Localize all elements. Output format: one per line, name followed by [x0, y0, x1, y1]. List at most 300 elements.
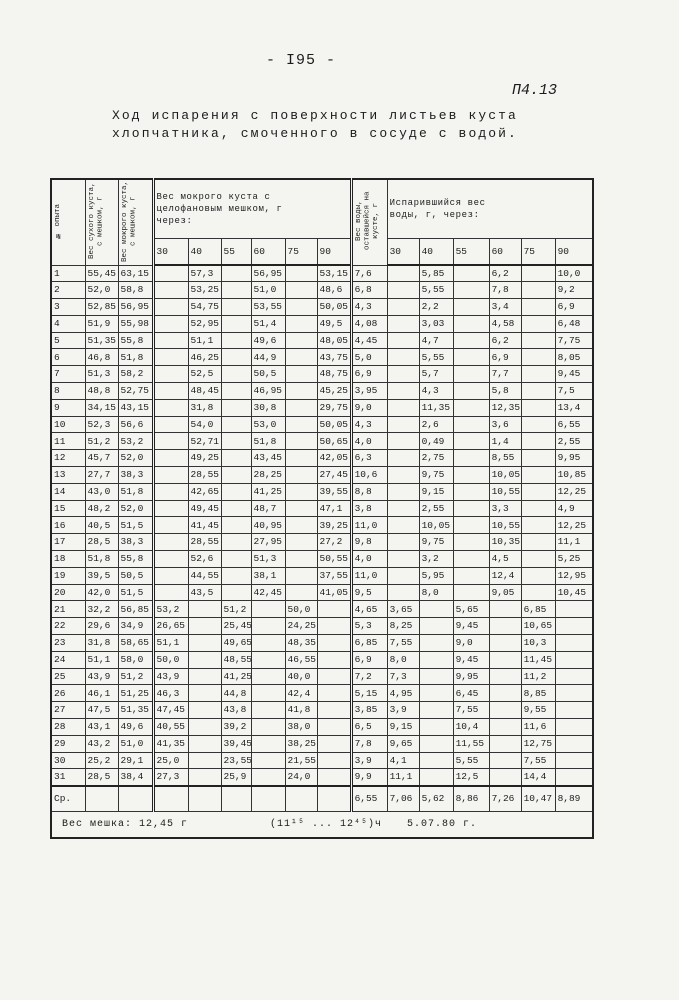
- cell-wet: 56,6: [118, 416, 153, 433]
- cell-bag-30: [153, 383, 188, 400]
- header-evaporated-line: Испарившийся вес: [389, 197, 486, 208]
- cell-evap-40: 4,7: [419, 332, 453, 349]
- cell-evap-90: [555, 769, 593, 786]
- cell-evap-90: 2,55: [555, 433, 593, 450]
- header-wet-bag-line: через:: [156, 215, 193, 226]
- cell-water: 7,6: [351, 265, 387, 282]
- cell-num: 6: [51, 349, 85, 366]
- cell-evap-75: 11,45: [521, 651, 555, 668]
- table-row: [51, 450, 593, 467]
- cell-dry: 42,0: [85, 584, 118, 601]
- cell-bag-75: 48,35: [285, 635, 317, 652]
- cell-evap-90: 6,9: [555, 299, 593, 316]
- cell-evap-60: 10,55: [489, 517, 521, 534]
- table-row: [51, 332, 593, 349]
- cell-bag-40: [188, 752, 221, 769]
- cell-bag-90: 50,05: [317, 416, 351, 433]
- cell-evap-55: [453, 584, 489, 601]
- cell-wet: 58,0: [118, 651, 153, 668]
- footer-row: [51, 812, 593, 838]
- cell-evap-75: [521, 383, 555, 400]
- cell-dry: 34,15: [85, 399, 118, 416]
- cell-bag-75: [285, 332, 317, 349]
- cell-bag-30: [153, 332, 188, 349]
- cell-evap-75: [521, 349, 555, 366]
- cell-evap-90: 9,45: [555, 366, 593, 383]
- cell-evap-60: 3,6: [489, 416, 521, 433]
- document-title-line-1: Ход испарения с поверхности листьев куста: [112, 108, 518, 123]
- cell-wet: 56,85: [118, 601, 153, 618]
- cell-bag-55: [221, 433, 251, 450]
- cell-water: 6,85: [351, 635, 387, 652]
- cell-evap-75: 7,55: [521, 752, 555, 769]
- cell-empty: [153, 786, 188, 812]
- cell-bag-75: [285, 349, 317, 366]
- header-remaining-water-label: Вес воды, оставшейся на кусте, г: [354, 191, 380, 251]
- cell-evap-55: [453, 433, 489, 450]
- table-row: [51, 500, 593, 517]
- cell-evap-75: 9,55: [521, 702, 555, 719]
- cell-evap-90: [555, 685, 593, 702]
- cell-evap-60: 1,4: [489, 433, 521, 450]
- document-title-line-2: хлопчатника, смоченного в сосуде с водой.: [112, 126, 518, 141]
- cell-evap-60: [489, 735, 521, 752]
- cell-evap-40: 5,85: [419, 265, 453, 282]
- cell-bag-75: [285, 450, 317, 467]
- cell-bag-75: [285, 315, 317, 332]
- cell-num: 23: [51, 635, 85, 652]
- cell-evap-55: [453, 500, 489, 517]
- cell-dry: 52,0: [85, 282, 118, 299]
- cell-dry: 43,1: [85, 719, 118, 736]
- table-row: [51, 601, 593, 618]
- cell-evap-90: 10,85: [555, 467, 593, 484]
- cell-evap-30: 7,3: [387, 668, 419, 685]
- cell-bag-90: 29,75: [317, 399, 351, 416]
- cell-evap-90: 9,95: [555, 450, 593, 467]
- table-row: [51, 483, 593, 500]
- cell-evap-60: 7,7: [489, 366, 521, 383]
- cell-dry: 52,85: [85, 299, 118, 316]
- cell-evap-40: [419, 769, 453, 786]
- cell-bag-40: [188, 685, 221, 702]
- cell-bag-55: [221, 567, 251, 584]
- page-number: - I95 -: [266, 52, 337, 69]
- cell-bag-40: [188, 719, 221, 736]
- table-body: [51, 265, 593, 786]
- cell-bag-55: [221, 383, 251, 400]
- cell-bag-30: 50,0: [153, 651, 188, 668]
- cell-bag-40: 44,55: [188, 567, 221, 584]
- cell-evap-60: 12,4: [489, 567, 521, 584]
- cell-water: 4,0: [351, 551, 387, 568]
- mean-evap-75: 10,47: [521, 786, 555, 812]
- table-row: [51, 299, 593, 316]
- cell-num: 26: [51, 685, 85, 702]
- cell-bag-55: [221, 450, 251, 467]
- cell-evap-60: [489, 752, 521, 769]
- cell-wet: 29,1: [118, 752, 153, 769]
- cell-evap-40: 3,2: [419, 551, 453, 568]
- cell-wet: 51,2: [118, 668, 153, 685]
- cell-evap-60: [489, 601, 521, 618]
- cell-evap-55: 9,0: [453, 635, 489, 652]
- cell-bag-40: 52,71: [188, 433, 221, 450]
- table-row: [51, 635, 593, 652]
- cell-bag-40: 54,75: [188, 299, 221, 316]
- table-row: [51, 315, 593, 332]
- cell-bag-30: 40,55: [153, 719, 188, 736]
- cell-evap-90: 4,9: [555, 500, 593, 517]
- cell-bag-40: 52,5: [188, 366, 221, 383]
- cell-bag-60: 51,4: [251, 315, 285, 332]
- cell-water: 4,08: [351, 315, 387, 332]
- cell-wet: 58,8: [118, 282, 153, 299]
- cell-bag-75: 46,55: [285, 651, 317, 668]
- cell-num: 9: [51, 399, 85, 416]
- cell-evap-30: [387, 349, 419, 366]
- cell-num: 25: [51, 668, 85, 685]
- mean-water: 6,55: [351, 786, 387, 812]
- cell-wet: 51,25: [118, 685, 153, 702]
- cell-dry: 29,6: [85, 618, 118, 635]
- cell-evap-40: 3,03: [419, 315, 453, 332]
- cell-bag-60: 46,95: [251, 383, 285, 400]
- cell-bag-40: 51,1: [188, 332, 221, 349]
- cell-bag-75: [285, 534, 317, 551]
- cell-bag-75: 42,4: [285, 685, 317, 702]
- cell-water: 9,0: [351, 399, 387, 416]
- cell-bag-75: [285, 299, 317, 316]
- cell-dry: 39,5: [85, 567, 118, 584]
- evaporation-table: [50, 178, 594, 839]
- cell-num: 14: [51, 483, 85, 500]
- cell-bag-30: [153, 433, 188, 450]
- header-bag-minutes-30: 30: [153, 238, 188, 265]
- cell-evap-40: [419, 618, 453, 635]
- cell-evap-40: [419, 651, 453, 668]
- cell-evap-90: 9,2: [555, 282, 593, 299]
- cell-evap-75: 11,6: [521, 719, 555, 736]
- cell-evap-55: [453, 315, 489, 332]
- cell-bag-55: 41,25: [221, 668, 251, 685]
- cell-wet: 63,15: [118, 265, 153, 282]
- cell-bag-90: 45,25: [317, 383, 351, 400]
- cell-bag-90: 48,6: [317, 282, 351, 299]
- cell-evap-30: 3,65: [387, 601, 419, 618]
- cell-num: 5: [51, 332, 85, 349]
- cell-wet: 55,8: [118, 332, 153, 349]
- mean-evap-60: 7,26: [489, 786, 521, 812]
- cell-num: 19: [51, 567, 85, 584]
- cell-evap-75: 14,4: [521, 769, 555, 786]
- cell-bag-60: 56,95: [251, 265, 285, 282]
- cell-bag-60: 51,0: [251, 282, 285, 299]
- cell-bag-55: 51,2: [221, 601, 251, 618]
- cell-wet: 52,0: [118, 450, 153, 467]
- cell-num: 24: [51, 651, 85, 668]
- cell-evap-40: [419, 685, 453, 702]
- cell-evap-40: [419, 668, 453, 685]
- cell-water: 6,9: [351, 366, 387, 383]
- cell-bag-60: 53,0: [251, 416, 285, 433]
- cell-evap-30: 4,95: [387, 685, 419, 702]
- cell-dry: 51,8: [85, 551, 118, 568]
- cell-evap-90: [555, 752, 593, 769]
- cell-bag-90: 39,25: [317, 517, 351, 534]
- cell-evap-30: 9,65: [387, 735, 419, 752]
- header-wet-bag-line: целофановым мешком, г: [156, 203, 283, 214]
- cell-empty: [251, 786, 285, 812]
- cell-evap-75: 12,75: [521, 735, 555, 752]
- cell-evap-55: [453, 332, 489, 349]
- cell-water: 5,3: [351, 618, 387, 635]
- cell-dry: 46,1: [85, 685, 118, 702]
- cell-evap-55: [453, 366, 489, 383]
- cell-evap-90: 13,4: [555, 399, 593, 416]
- cell-evap-55: 9,95: [453, 668, 489, 685]
- cell-bag-30: [153, 483, 188, 500]
- cell-evap-40: 5,55: [419, 349, 453, 366]
- cell-bag-90: 42,05: [317, 450, 351, 467]
- cell-bag-55: [221, 299, 251, 316]
- cell-evap-55: 9,45: [453, 618, 489, 635]
- cell-dry: 43,9: [85, 668, 118, 685]
- cell-evap-90: 7,75: [555, 332, 593, 349]
- header-bag-minutes-75: 75: [285, 238, 317, 265]
- cell-evap-40: 5,7: [419, 366, 453, 383]
- cell-wet: 38,3: [118, 534, 153, 551]
- cell-evap-55: [453, 282, 489, 299]
- cell-evap-55: [453, 450, 489, 467]
- cell-evap-90: 5,25: [555, 551, 593, 568]
- cell-bag-75: [285, 416, 317, 433]
- cell-evap-60: 6,9: [489, 349, 521, 366]
- cell-evap-55: 11,55: [453, 735, 489, 752]
- cell-bag-30: 43,9: [153, 668, 188, 685]
- cell-bag-40: 48,45: [188, 383, 221, 400]
- cell-bag-40: 46,25: [188, 349, 221, 366]
- cell-bag-30: [153, 500, 188, 517]
- cell-bag-75: [285, 483, 317, 500]
- cell-evap-75: [521, 534, 555, 551]
- cell-num: 31: [51, 769, 85, 786]
- cell-bag-40: 49,45: [188, 500, 221, 517]
- cell-bag-30: [153, 467, 188, 484]
- cell-evap-90: [555, 719, 593, 736]
- table-row: [51, 702, 593, 719]
- cell-num: 18: [51, 551, 85, 568]
- cell-bag-60: 28,25: [251, 467, 285, 484]
- cell-evap-60: 3,3: [489, 500, 521, 517]
- header-evap-minutes-30: 30: [387, 238, 419, 265]
- cell-bag-55: [221, 332, 251, 349]
- cell-evap-60: 10,05: [489, 467, 521, 484]
- cell-bag-90: [317, 651, 351, 668]
- cell-water: 7,8: [351, 735, 387, 752]
- header-remaining-water: [351, 179, 387, 265]
- header-experiment-number: [51, 179, 85, 265]
- cell-evap-30: 4,1: [387, 752, 419, 769]
- cell-evap-40: 9,75: [419, 534, 453, 551]
- cell-dry: 27,7: [85, 467, 118, 484]
- cell-evap-30: [387, 265, 419, 282]
- table-row: [51, 534, 593, 551]
- cell-bag-75: [285, 584, 317, 601]
- cell-bag-90: [317, 735, 351, 752]
- table-row: [51, 383, 593, 400]
- cell-evap-30: [387, 399, 419, 416]
- cell-evap-30: [387, 299, 419, 316]
- mean-evap-90: 8,89: [555, 786, 593, 812]
- header-wet-bag-line: Вес мокрого куста с: [156, 191, 271, 202]
- cell-wet: 55,8: [118, 551, 153, 568]
- cell-bag-60: [251, 601, 285, 618]
- cell-evap-55: 12,5: [453, 769, 489, 786]
- cell-dry: 51,3: [85, 366, 118, 383]
- header-evaporated-group: [387, 179, 593, 238]
- cell-bag-90: 27,45: [317, 467, 351, 484]
- cell-bag-55: [221, 584, 251, 601]
- cell-water: 7,2: [351, 668, 387, 685]
- cell-bag-55: 44,8: [221, 685, 251, 702]
- cell-evap-30: 8,0: [387, 651, 419, 668]
- cell-bag-90: 43,75: [317, 349, 351, 366]
- cell-water: 5,0: [351, 349, 387, 366]
- cell-bag-30: 51,1: [153, 635, 188, 652]
- cell-dry: 43,2: [85, 735, 118, 752]
- cell-bag-60: 41,25: [251, 483, 285, 500]
- cell-evap-90: 10,0: [555, 265, 593, 282]
- cell-evap-55: [453, 517, 489, 534]
- cell-evap-90: [555, 668, 593, 685]
- cell-dry: 28,5: [85, 534, 118, 551]
- cell-evap-75: [521, 450, 555, 467]
- cell-evap-75: [521, 500, 555, 517]
- time-range-note: (11¹⁵ ... 12⁴⁵)ч: [270, 819, 383, 831]
- cell-evap-75: [521, 483, 555, 500]
- cell-evap-30: [387, 315, 419, 332]
- cell-evap-55: [453, 265, 489, 282]
- cell-evap-30: [387, 551, 419, 568]
- cell-evap-75: 8,85: [521, 685, 555, 702]
- cell-bag-60: [251, 651, 285, 668]
- table-row: [51, 618, 593, 635]
- table-row: [51, 467, 593, 484]
- cell-bag-90: [317, 769, 351, 786]
- cell-bag-30: 27,3: [153, 769, 188, 786]
- cell-dry: 28,5: [85, 769, 118, 786]
- header-evap-minutes-75: 75: [521, 238, 555, 265]
- cell-bag-90: [317, 752, 351, 769]
- header-dry-weight-label: Вес сухого куста, с мешком, г: [87, 182, 104, 260]
- cell-bag-75: [285, 265, 317, 282]
- cell-empty: [118, 786, 153, 812]
- header-bag-minutes-90: 90: [317, 238, 351, 265]
- cell-bag-75: [285, 433, 317, 450]
- cell-evap-30: [387, 500, 419, 517]
- table-row: [51, 584, 593, 601]
- cell-dry: 51,1: [85, 651, 118, 668]
- cell-bag-60: [251, 702, 285, 719]
- cell-evap-75: 6,85: [521, 601, 555, 618]
- date-note: 5.07.80 г.: [407, 819, 478, 831]
- table-row: [51, 349, 593, 366]
- cell-bag-40: [188, 769, 221, 786]
- cell-evap-30: [387, 416, 419, 433]
- cell-evap-55: 9,45: [453, 651, 489, 668]
- cell-bag-90: 50,55: [317, 551, 351, 568]
- header-wet-bag-group: [153, 179, 351, 238]
- cell-evap-55: [453, 349, 489, 366]
- table-row: [51, 719, 593, 736]
- cell-evap-30: 11,1: [387, 769, 419, 786]
- table-row: [51, 769, 593, 786]
- cell-bag-40: 41,45: [188, 517, 221, 534]
- cell-bag-90: 50,05: [317, 299, 351, 316]
- cell-bag-75: [285, 551, 317, 568]
- cell-bag-55: 49,65: [221, 635, 251, 652]
- cell-bag-30: [153, 349, 188, 366]
- cell-bag-60: [251, 668, 285, 685]
- cell-bag-60: 42,45: [251, 584, 285, 601]
- cell-water: 3,95: [351, 383, 387, 400]
- cell-bag-30: [153, 551, 188, 568]
- cell-evap-75: [521, 551, 555, 568]
- table-row: [51, 517, 593, 534]
- cell-dry: 32,2: [85, 601, 118, 618]
- table-row: [51, 752, 593, 769]
- cell-dry: 31,8: [85, 635, 118, 652]
- cell-bag-40: [188, 735, 221, 752]
- cell-evap-90: 11,1: [555, 534, 593, 551]
- cell-bag-30: [153, 399, 188, 416]
- cell-evap-55: 7,55: [453, 702, 489, 719]
- mean-evap-40: 5,62: [419, 786, 453, 812]
- cell-bag-55: 48,55: [221, 651, 251, 668]
- mean-evap-30: 7,06: [387, 786, 419, 812]
- cell-evap-75: [521, 567, 555, 584]
- cell-bag-75: 38,0: [285, 719, 317, 736]
- cell-water: 6,9: [351, 651, 387, 668]
- cell-bag-90: [317, 685, 351, 702]
- cell-bag-30: 41,35: [153, 735, 188, 752]
- header-experiment-number-label: № опыта: [54, 203, 62, 239]
- cell-evap-60: [489, 618, 521, 635]
- cell-bag-60: [251, 769, 285, 786]
- cell-dry: 40,5: [85, 517, 118, 534]
- header-wet-weight: [118, 179, 153, 265]
- cell-evap-60: [489, 651, 521, 668]
- cell-wet: 38,3: [118, 467, 153, 484]
- cell-bag-30: [153, 534, 188, 551]
- cell-num: 28: [51, 719, 85, 736]
- cell-num: 11: [51, 433, 85, 450]
- cell-evap-90: [555, 651, 593, 668]
- header-bag-minutes-40: 40: [188, 238, 221, 265]
- cell-evap-30: [387, 534, 419, 551]
- cell-bag-40: 54,0: [188, 416, 221, 433]
- cell-evap-55: 5,65: [453, 601, 489, 618]
- cell-evap-30: 9,15: [387, 719, 419, 736]
- cell-bag-30: [153, 299, 188, 316]
- cell-evap-90: 6,48: [555, 315, 593, 332]
- cell-evap-30: [387, 383, 419, 400]
- cell-evap-90: 12,25: [555, 517, 593, 534]
- cell-evap-90: [555, 618, 593, 635]
- header-bag-minutes-55: 55: [221, 238, 251, 265]
- cell-bag-60: 43,45: [251, 450, 285, 467]
